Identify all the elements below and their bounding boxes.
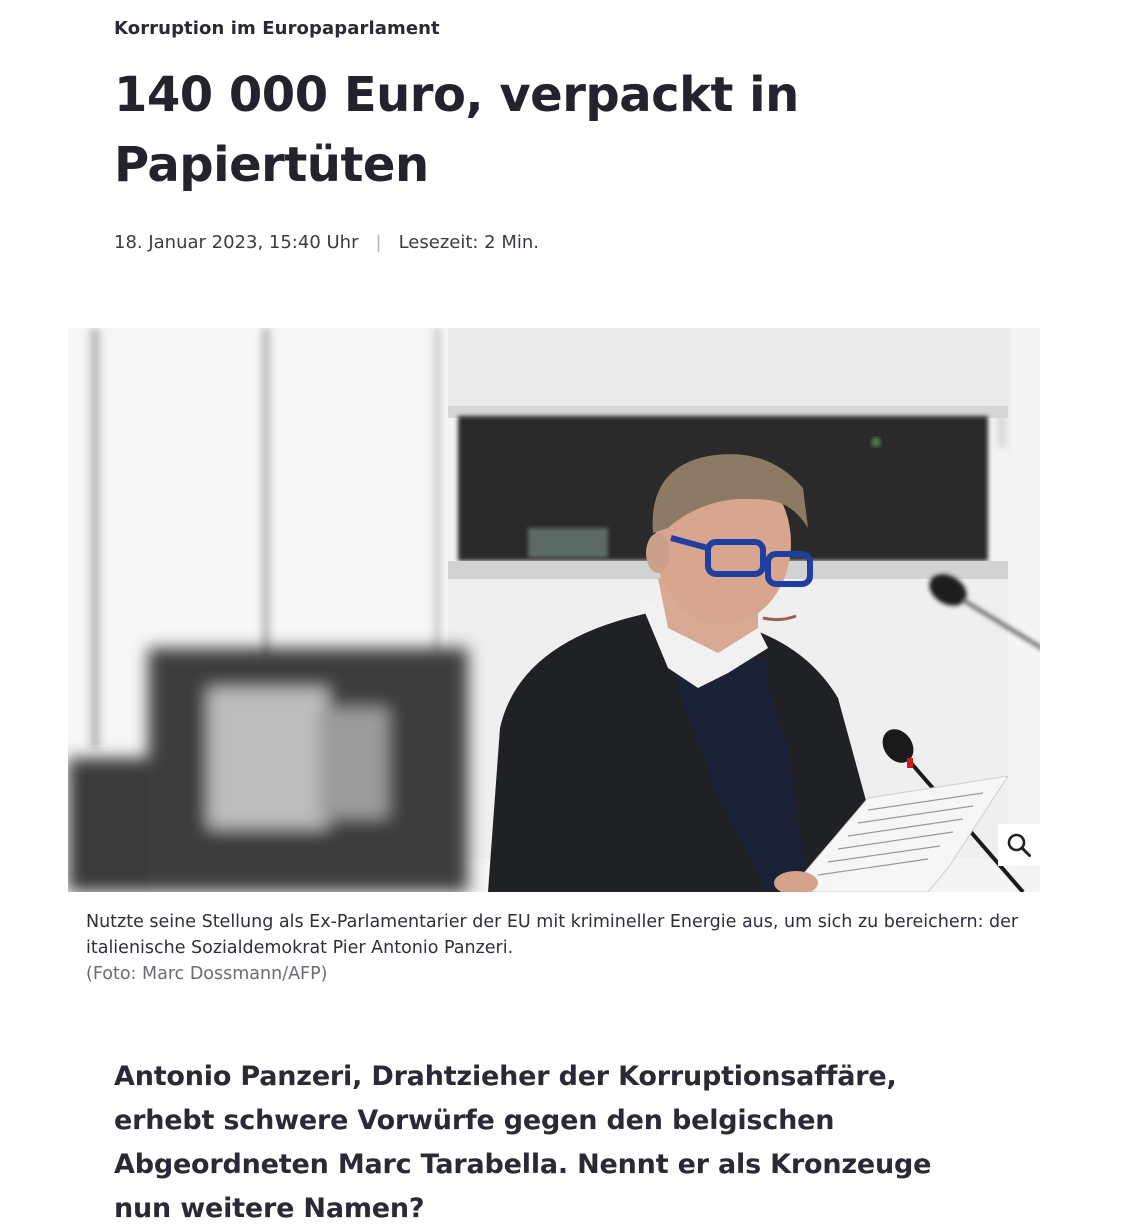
article-lead: Antonio Panzeri, Drahtzieher der Korruptionsaffäre, erhebt schwere Vorwürfe gegen den belgischen Abgeordneten Marc Tarabella. Nennt er als Kronzeuge nun weitere Namen? <box>114 1061 932 1224</box>
magnifier-icon <box>1006 832 1032 858</box>
photo-caption: Nutzte seine Stellung als Ex-Parlamentarier der EU mit krimineller Energie aus, um sich zu bereichern: der italienische Sozialdemokrat Pier Antonio Panzeri. <box>86 912 1019 958</box>
publish-date: 18. Januar 2023, 15:40 Uhr <box>114 232 359 253</box>
photo-credit: (Foto: Marc Dossmann/AFP) <box>86 964 328 984</box>
article-kicker: Korruption im Europaparlament <box>114 18 440 39</box>
photo-illustration <box>68 328 1040 892</box>
article-photo[interactable] <box>68 328 1040 892</box>
reading-time: Lesezeit: 2 Min. <box>398 232 540 253</box>
page-title: 140 000 Euro, verpackt in Papiertüten <box>114 67 799 193</box>
zoom-button[interactable] <box>998 824 1040 866</box>
meta-separator: | <box>375 232 382 253</box>
article-meta <box>114 232 539 253</box>
